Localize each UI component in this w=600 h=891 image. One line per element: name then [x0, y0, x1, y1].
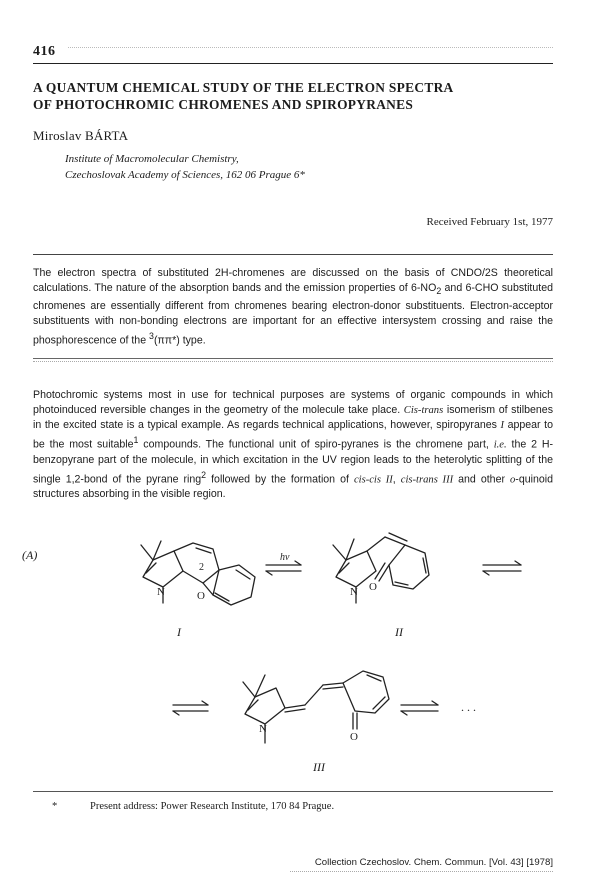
- body-italic: o: [510, 474, 516, 486]
- body-italic: Cis-trans: [403, 405, 444, 416]
- atom-label-o-ii: O: [369, 581, 377, 593]
- journal-dotted-rule: [290, 871, 553, 872]
- atom-label-n-ii: N: [350, 586, 358, 598]
- body-text: appear to be the most suitable: [33, 419, 553, 451]
- abstract-dotted-rule: [33, 361, 553, 362]
- abstract-top-rule: [33, 254, 553, 255]
- compound-label-i: I: [177, 625, 181, 639]
- reference-mark: 2: [201, 469, 207, 480]
- continuation-ellipsis: . . .: [461, 700, 476, 714]
- equilibrium-arrow-4: [401, 701, 438, 715]
- abstract-subscript: 2: [436, 286, 442, 297]
- author-affiliation: [65, 152, 305, 183]
- affiliation-line-2: Czechoslovak Academy of Sciences, 162 06 Prague 6*: [65, 168, 305, 181]
- header-dotted-rule: [68, 47, 553, 48]
- journal-citation: Collection Czechoslov. Chem. Commun. [Vol. 43] [1978]: [314, 857, 553, 868]
- compound-label-iii: III: [313, 760, 325, 774]
- body-text: isomerism of stilbenes in the excited state is a typical example. As regards technical applications, however, spiropyranes: [33, 404, 553, 431]
- body-italic: I: [500, 420, 505, 431]
- atom-label-n-iii: N: [259, 723, 267, 735]
- page-number: 416: [33, 44, 56, 59]
- atom-label-2: 2: [199, 562, 204, 573]
- header-rule: [33, 63, 553, 64]
- reference-mark: 1: [133, 435, 139, 445]
- footnote: [52, 801, 334, 812]
- author-name: Miroslav BÁRTA: [33, 128, 129, 143]
- body-text: and other: [453, 473, 510, 486]
- received-date: Received February 1st, 1977: [426, 216, 553, 228]
- body-text: -quinoid structures absorbing in the visible region.: [33, 473, 553, 501]
- abstract-text-2: and 6-CHO substituted chromenes are essentially different from chromenes bearing electron-donor substituents. Electron-acceptor substituents with non-bonding electrons are important for an effective intersystem crossing and raise the phosphorescence of the: [33, 282, 553, 347]
- body-text: Photochromic systems most in use for technical purposes are systems of organic compounds in which photoinduced reversible changes in the geometry of the molecule take place.: [33, 389, 553, 416]
- abstract: [33, 266, 553, 349]
- abstract-text-1: The electron spectra of substituted 2H-chromenes are discussed on the basis of CNDO/2S theoretical calculations. The nature of the absorption bands and the emission properties of 6-NO: [33, 267, 553, 294]
- title-line-1: A QUANTUM CHEMICAL STUDY OF THE ELECTRON SPECTRA: [33, 80, 454, 95]
- title-line-2: OF PHOTOCHROMIC CHROMENES AND SPIROPYRANES: [33, 97, 414, 112]
- structure-compound-ii: [333, 533, 429, 603]
- body-italic: i.e.: [493, 439, 507, 451]
- atom-label-o-iii: O: [350, 731, 358, 743]
- equilibrium-arrow-1: [266, 561, 301, 575]
- article-title: [33, 79, 553, 113]
- body-italic: cis-cis II: [353, 474, 393, 486]
- compound-label-ii: II: [395, 625, 403, 639]
- body-italic: cis-trans III: [400, 474, 454, 486]
- reaction-scheme: [33, 515, 553, 785]
- body-text: followed by the formation of: [206, 473, 354, 486]
- atom-label-o-i: O: [197, 590, 205, 602]
- affiliation-line-1: Institute of Macromolecular Chemistry,: [65, 153, 239, 165]
- equilibrium-arrow-2: [483, 561, 521, 575]
- footnote-text: Present address: Power Research Institute, 170 84 Prague.: [90, 801, 335, 812]
- body-text: compounds. The functional unit of spiro-pyranes is the chromene part,: [138, 438, 494, 451]
- body-text: the 2 H-benzopyrane part of the molecule, in which excitation in the UV region leads to the heterolytic splitting of the single 1,2-bond of the pyrane ring: [33, 438, 553, 486]
- abstract-superscript: 3: [149, 331, 154, 342]
- abstract-bottom-rule: [33, 358, 553, 359]
- footnote-mark: *: [52, 801, 58, 812]
- equilibrium-arrow-3: [173, 701, 208, 715]
- body-text: ,: [392, 473, 401, 486]
- scheme-label: (A): [22, 548, 38, 562]
- footnote-rule: [33, 791, 553, 792]
- body-paragraph: [33, 388, 553, 502]
- atom-label-n-i: N: [157, 586, 165, 598]
- hv-label: hν: [280, 552, 290, 563]
- abstract-text-3: (ππ*) type.: [153, 334, 206, 347]
